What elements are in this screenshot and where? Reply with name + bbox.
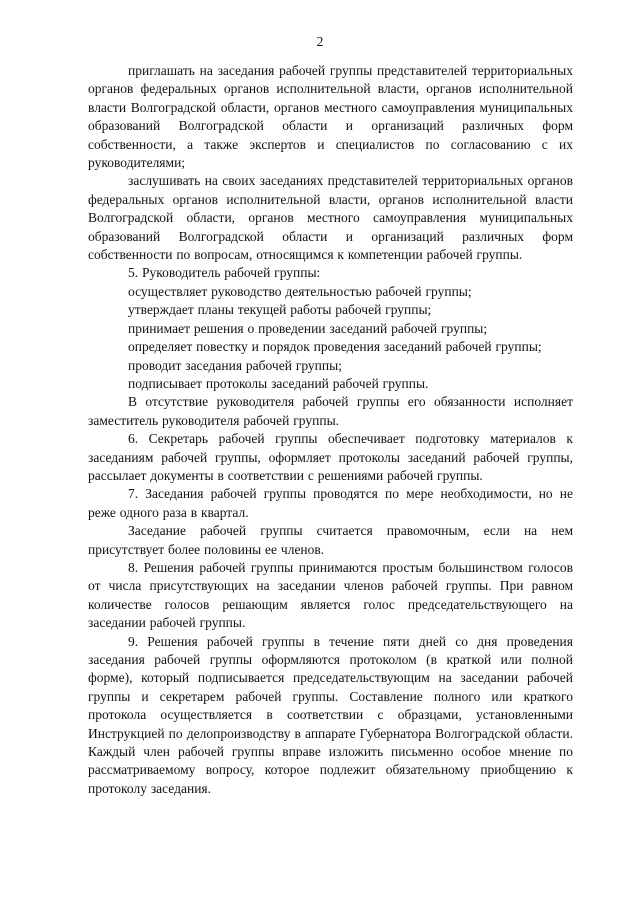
paragraph-deputy: В отсутствие руководителя рабочей группы его обязанности исполняет заместитель руководителя рабочей группы. xyxy=(88,394,573,428)
paragraph-hear: заслушивать на своих заседаниях представителей территориальных органов федеральных органов исполнительной власти, органов исполнительной власти Волгоградской области, органов местного самоуправления муниципальных образований Волгоградской области и организаций различных форм собственности по вопросам, относящимся к компетенции рабочей группы. xyxy=(88,173,573,263)
paragraph-section-8: 8. Решения рабочей группы принимаются простым большинством голосов от числа присутствующих на заседании членов рабочей группы. При равном количестве голосов решающим является голос председательствующего на заседании рабочей группы. xyxy=(88,559,573,631)
paragraph-quorum: Заседание рабочей группы считается правомочным, если на нем присутствует более половины ее членов. xyxy=(88,523,573,557)
paragraph-section-6: 6. Секретарь рабочей группы обеспечивает подготовку материалов к заседаниям рабочей группы, оформляет протоколы заседаний рабочей группы, рассылает документы в соответствии с решениями рабочей группы. xyxy=(88,431,573,483)
paragraph-section-9: 9. Решения рабочей группы в течение пяти дней со дня проведения заседания рабочей группы оформляются протоколом (в краткой или полной форме), который подписывается председательствующим на заседании рабочей группы и секретарем рабочей группы. Составление полного или краткого протокола осуществляется в соответствии с образцами, установленными Инструкцией по делопроизводству в аппарате Губернатора Волгоградской области. Каждый член рабочей группы вправе изложить письменно особое мнение по рассматриваемому вопросу, которое подлежит обязательному приобщению к протоколу заседания. xyxy=(88,633,573,796)
paragraph-leadership: осуществляет руководство деятельностью рабочей группы; xyxy=(128,283,472,299)
paragraph-agenda: определяет повестку и порядок проведения заседаний рабочей группы; xyxy=(128,339,542,355)
document-body xyxy=(88,62,573,798)
paragraph-section-5: 5. Руководитель рабочей группы: xyxy=(128,265,321,281)
paragraph-section-7: 7. Заседания рабочей группы проводятся по мере необходимости, но не реже одного раза в квартал. xyxy=(88,486,573,520)
paragraph-approves-plans: утверждает планы текущей работы рабочей группы; xyxy=(128,302,432,318)
paragraph-signs: подписывает протоколы заседаний рабочей группы. xyxy=(128,375,429,391)
paragraph-invite: приглашать на заседания рабочей группы представителей территориальных органов федеральных органов исполнительной власти, органов исполнительной власти Волгоградской области, органов местного самоуправления муниципальных образований Волгоградской области и организаций различных форм собственности, а также экспертов и специалистов по согласованию с их руководителями; xyxy=(88,63,573,171)
page-number: 2 xyxy=(316,34,324,49)
paragraph-decides-meetings: принимает решения о проведении заседаний рабочей группы; xyxy=(128,320,488,336)
paragraph-conducts: проводит заседания рабочей группы; xyxy=(128,357,342,373)
